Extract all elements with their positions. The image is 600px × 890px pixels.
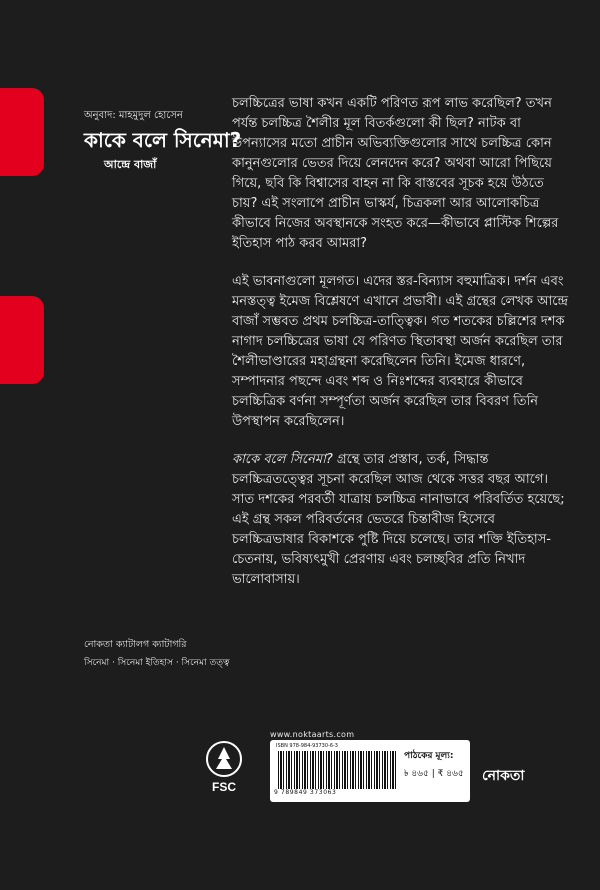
catalog-heading: নোকতা ক্যাটালগ ক্যাটাগরি — [84, 639, 187, 650]
red-tab-middle — [0, 296, 44, 384]
fsc-logo-icon — [202, 737, 246, 807]
barcode-icon — [278, 751, 398, 789]
fsc-label: FSC — [212, 780, 236, 794]
blurb-paragraph-1: চলচ্চিত্রের ভাষা কখন একটি পরিণত রূপ লাভ করেছিল? তখন পর্যন্ত চলচ্চিত্র শৈলীর মূল বিতর্কগুলো কী ছিল? নাটক বা উপন্যাসের মতো প্রাচীন অভিব্যক্তিগুলোর সাথে চলচ্চিত্র কোন কানুনগুলোর ভেতর দিয়ে লেনদেন করে? অথবা আরো পিছিয়ে গিয়ে, ছবি কি বিশ্বাসের বাহন না কি বাস্তবের সূচক হয়ে উঠতে চায়? এই সংলাপে প্রাচীন ভাস্কর্য, চিত্রকলা আর আলোকচিত্র কীভাবে নিজের অবস্থানকে সংহত করে—কীভাবে প্লাস্টিক শিল্পের ইতিহাস পাঠ করব আমরা? — [232, 96, 559, 251]
barcode-digits: 9 789849 373063 — [274, 789, 337, 796]
price-value: ৳ ৪৬৫ | ₹ ৪৬৫ — [404, 769, 464, 779]
translator-credit: অনুবাদ: মাহমুদুল হোসেন — [84, 110, 183, 121]
price-label: পাঠকের মূল্য: — [404, 751, 454, 761]
isbn-text: ISBN 978-984-93730-6-3 — [276, 743, 338, 749]
red-tab-top — [0, 88, 44, 176]
blurb-paragraph-3 — [232, 450, 568, 590]
book-title: কাকে বলে সিনেমা? — [84, 128, 242, 152]
blurb-text — [232, 94, 568, 608]
catalog-items: সিনেমা · সিনেমা ইতিহাস · সিনেমা তত্ত্ব — [84, 658, 230, 668]
publisher-logo: নোকতা — [482, 768, 525, 784]
blurb-paragraph-2: এই ভাবনাগুলো মূলগত। এদের স্তর-বিন্যাস বহুমাত্রিক। দর্শন এবং মনস্তত্ত্ব ইমেজ বিশ্লেষণে এখানে প্রভাবী। এই গ্রন্থের লেখক আন্দ্রে বাজাঁ সম্ভবত প্রথম চলচ্চিত্র-তাত্ত্বিক। গত শতকের চল্লিশের দশক নাগাদ চলচ্চিত্রের ভাষা যে পরিণত স্থিতাবস্থা অর্জন করেছিল তার শৈলীভাণ্ডারের মহাগ্রন্থনা করেছিলেন তিনি। ইমেজ ধারণে, সম্পাদনার পছন্দে এবং শব্দ ও নিঃশব্দের ব্যবহারে কীভাবে চলচ্চিত্রিক বর্ণনা সম্পূর্ণতা অর্জন করেছিল তার বিবরণ তিনি উপস্থাপন করেছিলেন। — [232, 274, 569, 429]
author-name: আন্দ্রে বাজাঁ — [104, 158, 157, 171]
publisher-website: www.noktaarts.com — [270, 730, 355, 739]
barcode-panel — [270, 740, 470, 802]
blurb-paragraph-3-rest: গ্রন্থে তার প্রস্তাব, তর্ক, সিদ্ধান্ত চলচ্চিত্রতত্ত্বের সূচনা করেছিল আজ থেকে সত্তর বছর আগে। সাত দশকের পরবর্তী যাত্রায় চলচ্চিত্র নানাভাবে পরিবর্তিত হয়েছে; এই গ্রন্থ সকল পরিবর্তনের ভেতরে চিন্তাবীজ হিসেবে চলচ্চিত্রভাষার বিকাশকে পুষ্টি দিয়ে চলেছে। তার শক্তি ইতিহাস-চেতনায়, ভবিষ্যৎমুখী প্রেরণায় এবং চলচ্ছবির প্রতি নিখাদ ভালোবাসায়। — [232, 452, 565, 587]
blurb-book-title: কাকে বলে সিনেমা? — [232, 452, 333, 467]
